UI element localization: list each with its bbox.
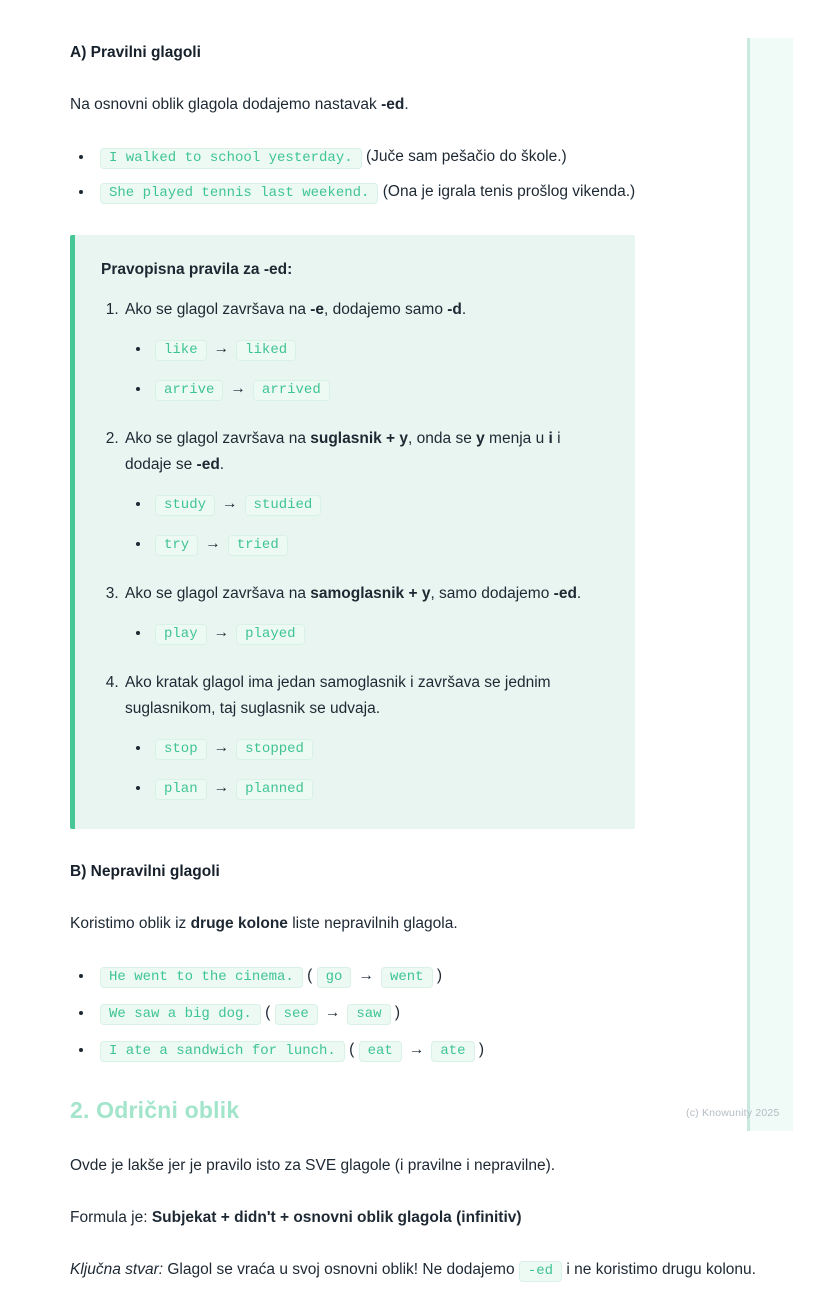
arrow-right-icon: → — [324, 1004, 341, 1021]
spelling-rules-callout — [70, 235, 635, 829]
list-item: • I ate a sandwich for lunch. ( eat → ate ) — [94, 1037, 760, 1063]
arrow-right-icon: → — [213, 340, 230, 357]
code-chip: studied — [245, 495, 322, 516]
list-item: • He went to the cinema. ( go → went ) — [94, 963, 760, 989]
list-item: • We saw a big dog. ( see → saw ) — [94, 1000, 760, 1026]
code-chip: arrived — [253, 380, 330, 401]
code-chip: went — [381, 967, 433, 988]
arrow-right-icon: → — [358, 967, 374, 984]
code-chip: like — [155, 340, 207, 361]
code-chip: plan — [155, 779, 207, 800]
code-chip: stopped — [236, 739, 313, 760]
code-chip: She played tennis last weekend. — [100, 183, 378, 204]
section-2-paragraph-1: Ovde je lakše jer je pravilo isto za SVE glagole (i pravilne i nepravilne). — [70, 1157, 556, 1174]
callout-rules-list — [101, 297, 609, 801]
rule-examples — [125, 491, 609, 557]
code-chip: I walked to school yesterday. — [100, 148, 362, 169]
rule-text: 4. Ako kratak glagol ima jedan samoglasnik i završava se jednim suglasnikom, taj suglasnik se udvaja. — [125, 674, 551, 717]
key-point-paragraph: Ključna stvar: Glagol se vraća u svoj osnovni oblik! Ne dodajemo -ed i ne koristimo drugu kolonu. — [70, 1257, 760, 1283]
rule-text: 3. Ako se glagol završava na samoglasnik + y, samo dodajemo -ed. — [125, 585, 582, 602]
arrow-right-icon: → — [213, 779, 230, 796]
document-content — [70, 40, 760, 1309]
rule-item — [123, 297, 609, 402]
arrow-right-icon: → — [213, 739, 230, 756]
formula-paragraph: Formula je: Subjekat + didn't + osnovni oblik glagola (infinitiv) — [70, 1209, 522, 1226]
rule-text: 1. Ako se glagol završava na -e, dodajemo samo -d. — [125, 301, 467, 318]
rule-item — [123, 581, 609, 646]
example-item — [151, 376, 609, 402]
code-chip: eat — [359, 1041, 402, 1062]
code-chip: We saw a big dog. — [100, 1004, 261, 1025]
code-chip: go — [317, 967, 352, 988]
arrow-right-icon: → — [222, 495, 238, 512]
section-a-example-list — [70, 144, 760, 205]
list-item: • She played tennis last weekend. (Ona je igrala tenis prošlog vikenda.) — [94, 179, 645, 205]
example-item — [151, 531, 609, 557]
list-item: • I walked to school yesterday. (Juče sam pešačio do škole.) — [94, 144, 645, 170]
section-2-heading: 2. Odrični oblik — [70, 1097, 240, 1123]
section-b-example-list — [70, 963, 760, 1063]
code-chip: see — [275, 1004, 318, 1025]
callout-title: Pravopisna pravila za -ed: — [101, 261, 293, 278]
rule-examples — [125, 336, 609, 402]
code-chip: arrive — [155, 380, 223, 401]
section-b-intro: Koristimo oblik iz druge kolone liste nepravilnih glagola. — [70, 915, 458, 932]
code-chip: I ate a sandwich for lunch. — [100, 1041, 345, 1062]
section-b-heading: B) Nepravilni glagoli — [70, 863, 220, 880]
rule-item — [123, 426, 609, 557]
rule-item — [123, 670, 609, 801]
code-chip: saw — [347, 1004, 390, 1025]
code-chip: study — [155, 495, 215, 516]
code-chip: liked — [236, 340, 296, 361]
copyright-watermark: (c) Knowunity 2025 — [686, 1107, 780, 1119]
code-chip: tried — [228, 535, 288, 556]
arrow-right-icon: → — [408, 1041, 425, 1058]
example-item — [151, 735, 609, 761]
code-chip: play — [155, 624, 207, 645]
example-item — [151, 336, 609, 362]
section-a-intro: Na osnovni oblik glagola dodajemo nastavak -ed. — [70, 96, 409, 113]
code-chip: -ed — [519, 1261, 562, 1282]
code-chip: ate — [431, 1041, 474, 1062]
arrow-right-icon: → — [213, 624, 230, 641]
code-chip: stop — [155, 739, 207, 760]
section-a-heading: A) Pravilni glagoli — [70, 44, 201, 61]
code-chip: try — [155, 535, 198, 556]
arrow-right-icon: → — [230, 380, 246, 397]
example-item — [151, 491, 609, 517]
code-chip: planned — [236, 779, 313, 800]
example-item — [151, 620, 609, 646]
code-chip: played — [236, 624, 304, 645]
rule-text: 2. Ako se glagol završava na suglasnik + y, onda se y menja u i i dodaje se -ed. — [125, 430, 561, 473]
arrow-right-icon: → — [205, 535, 221, 552]
rule-examples — [125, 620, 609, 646]
rule-examples — [125, 735, 609, 801]
example-item — [151, 775, 609, 801]
code-chip: He went to the cinema. — [100, 967, 303, 988]
